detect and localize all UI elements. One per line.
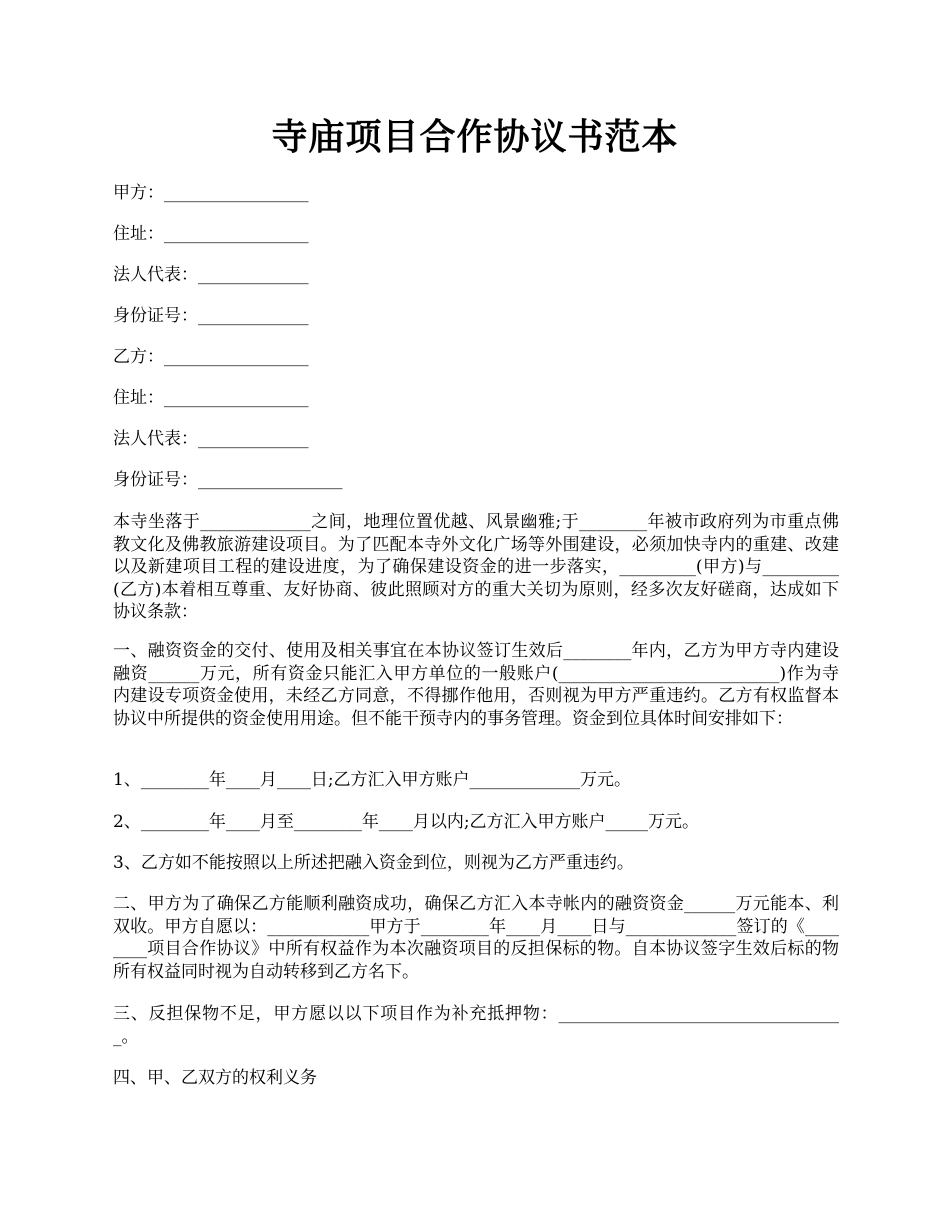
clause-4-heading: 四、甲、乙双方的权利义务 <box>113 1068 317 1088</box>
party-b-address-field: 住址：_________________ <box>113 388 309 408</box>
document-title: 寺庙项目合作协议书范本 <box>271 116 679 158</box>
party-a-id-field: 身份证号：_____________ <box>113 306 309 326</box>
clause-3-paragraph: 三、反担保物不足，甲方愿以以下项目作为补充抵押物：__________________________________。 <box>113 1004 839 1047</box>
party-a-address-field: 住址：_________________ <box>113 224 309 244</box>
clause-1-item-2: 2、________年____月至________年____月以内;乙方汇入甲方账户_____万元。 <box>113 812 700 832</box>
party-a-name-field: 甲方：_________________ <box>113 183 309 203</box>
clause-1-item-3: 3、乙方如不能按照以上所述把融入资金到位，则视为乙方严重违约。 <box>113 853 634 873</box>
clause-1-paragraph: 一、融资资金的交付、使用及相关事宜在本协议签订生效后________年内，乙方为甲方寺内建设融资______万元，所有资金只能汇入甲方单位的一般账户(__________________________)作为寺内建设专项资金使用，未经乙方同意，不得挪作他用，否则视为甲方严重违约。乙方有权监督本协议中所提供的资金使用用途。但不能干预寺内的事务管理。资金到位具体时间安排如下： <box>113 641 839 729</box>
party-b-name-field: 乙方：_________________ <box>113 347 309 367</box>
intro-paragraph: 本寺坐落于_____________之间，地理位置优越、风景幽雅;于________年被市政府列为市重点佛教文化及佛教旅游建设项目。为了匹配本寺外文化广场等外围建设，必须加快寺内的重建、改建以及新建项目工程的建设进度，为了确保建设资金的进一步落实，_________(甲方)与_________(乙方)本着相互尊重、友好协商、彼此照顾对方的重大关切为原则，经多次友好磋商，达成如下协议条款： <box>113 512 839 622</box>
party-a-legal-rep-field: 法人代表：_____________ <box>113 265 309 285</box>
clause-2-paragraph: 二、甲方为了确保乙方能顺利融资成功，确保乙方汇入本寺帐内的融资资金______万元能本、利双收。甲方自愿以：____________甲方于________年____月____日与_____________签订的《________项目合作协议》中所有权益作为本次融资项目的反担保标的物。自本协议签字生效后标的物所有权益同时视为自动转移到乙方名下。 <box>113 894 839 982</box>
party-b-id-field: 身份证号：_________________ <box>113 470 343 490</box>
party-b-legal-rep-field: 法人代表：_____________ <box>113 429 309 449</box>
clause-1-item-1: 1、________年____月____日;乙方汇入甲方账户_____________万元。 <box>113 770 632 790</box>
